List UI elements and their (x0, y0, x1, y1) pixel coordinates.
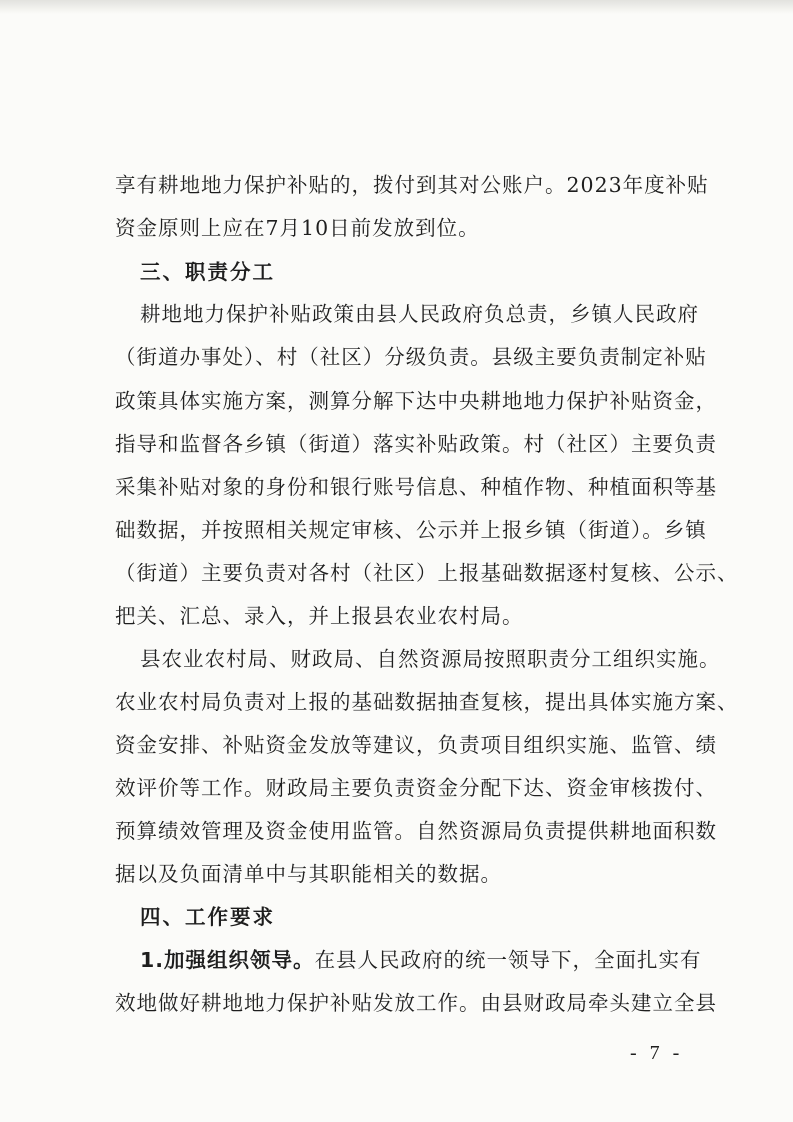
paragraph-line: 把关、汇总、录入，并上报县农业农村局。 (115, 604, 524, 628)
paragraph-line: 效评价等工作。财政局主要负责资金分配下达、资金审核拨付、 (115, 776, 717, 800)
paragraph-line: 效地做好耕地地力保护补贴发放工作。由县财政局牵头建立全县 (115, 991, 717, 1015)
paragraph-line: 指导和监督各乡镇（街道）落实补贴政策。村（社区）主要负责 (115, 432, 717, 456)
page-number: - 7 - (630, 1042, 684, 1064)
paragraph-line: 农业农村局负责对上报的基础数据抽查复核，提出具体实施方案、 (115, 690, 739, 714)
paragraph-line: 耕地地力保护补贴政策由县人民政府负总责，乡镇人民政府 (140, 302, 699, 326)
paragraph-line: 资金安排、补贴资金发放等建议，负责项目组织实施、监管、绩 (115, 733, 717, 757)
section-heading-three: 三、职责分工 (140, 260, 275, 284)
paragraph-line: 政策具体实施方案，测算分解下达中央耕地地力保护补贴资金， (115, 389, 717, 413)
paragraph-line: （街道）主要负责对各村（社区）上报基础数据逐村复核、公示、 (115, 561, 739, 585)
paragraph-line: 础数据，并按照相关规定审核、公示并上报乡镇（街道）。乡镇 (115, 518, 707, 542)
paragraph-line (140, 947, 702, 973)
item-one-text: 在县人民政府的统一领导下，全面扎实有 (314, 948, 702, 972)
paragraph-line: 县农业农村局、财政局、自然资源局按照职责分工组织实施。 (140, 647, 721, 671)
item-one-title: 1.加强组织领导。 (140, 948, 315, 972)
scan-top-edge (0, 0, 793, 14)
paragraph-line: 据以及负面清单中与其职能相关的数据。 (115, 862, 502, 886)
paragraph-line: 预算绩效管理及资金使用监管。自然资源局负责提供耕地面积数 (115, 819, 717, 843)
section-heading-four: 四、工作要求 (140, 905, 275, 929)
paragraph-line: 享有耕地地力保护补贴的，拨付到其对公账户。2023年度补贴 (115, 173, 709, 197)
paragraph-line: （街道办事处）、村（社区）分级负责。县级主要负责制定补贴 (115, 345, 707, 369)
paragraph-line: 资金原则上应在7月10日前发放到位。 (115, 216, 480, 240)
paragraph-line: 采集补贴对象的身份和银行账号信息、种植作物、种植面积等基 (115, 475, 717, 499)
